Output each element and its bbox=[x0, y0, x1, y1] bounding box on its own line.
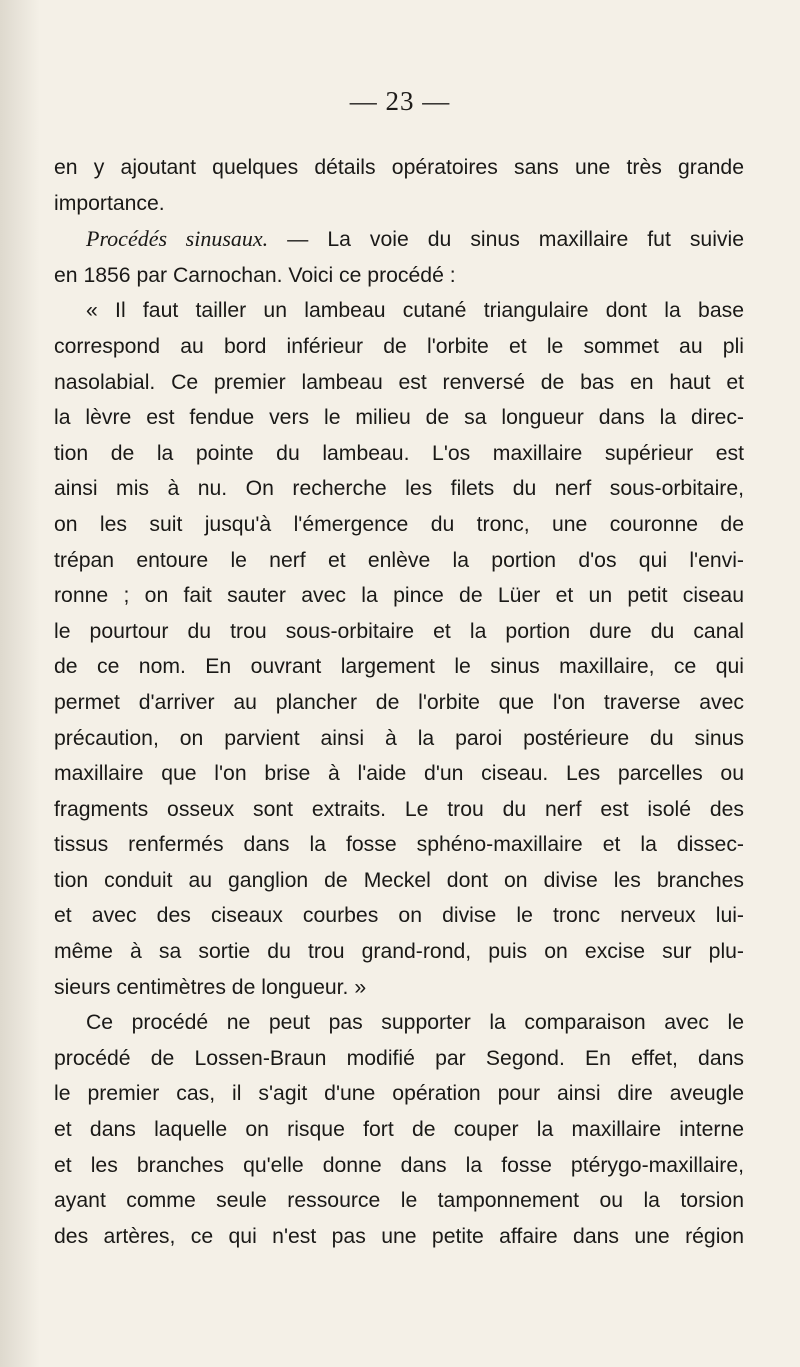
text-line: et avec des ciseaux courbes on divise le tronc nerveux lui- bbox=[54, 904, 744, 928]
section-heading: Procédés sinusaux. bbox=[86, 226, 269, 252]
text-line: importance. bbox=[54, 191, 165, 215]
text-line: fragments osseux sont extraits. Le trou du nerf est isolé des bbox=[54, 797, 744, 821]
text-line: trépan entoure le nerf et enlève la portion d'os qui l'envi- bbox=[54, 548, 744, 572]
text-line: tion conduit au ganglion de Meckel dont on divise les branches bbox=[54, 868, 744, 892]
text-line: précaution, on parvient ainsi à la paroi postérieure du sinus bbox=[54, 726, 744, 750]
text-line: ronne ; on fait sauter avec la pince de Lüer et un petit ciseau bbox=[54, 584, 744, 608]
text-line: le premier cas, il s'agit d'une opération pour ainsi dire aveugle bbox=[54, 1082, 744, 1106]
text-line: permet d'arriver au plancher de l'orbite que l'on traverse avec bbox=[54, 690, 744, 714]
text-line: des artères, ce qui n'est pas une petite affaire dans une région bbox=[54, 1224, 744, 1248]
text-line bbox=[54, 221, 744, 258]
text-line: tion de la pointe du lambeau. L'os maxillaire supérieur est bbox=[54, 441, 744, 465]
text-line: même à sa sortie du trou grand-rond, puis on excise sur plu- bbox=[54, 940, 744, 964]
text-line: sieurs centimètres de longueur. » bbox=[54, 975, 367, 999]
text-line: et dans laquelle on risque fort de couper la maxillaire interne bbox=[54, 1118, 744, 1142]
text-line: la lèvre est fendue vers le milieu de sa longueur dans la direc- bbox=[54, 406, 744, 430]
text-line: on les suit jusqu'à l'émergence du tronc, une couronne de bbox=[54, 512, 744, 536]
text-line: de ce nom. En ouvrant largement le sinus maxillaire, ce qui bbox=[54, 655, 744, 679]
text-line: tissus renfermés dans la fosse sphéno-maxillaire et la dissec- bbox=[54, 833, 744, 857]
text-line: nasolabial. Ce premier lambeau est renversé de bas en haut et bbox=[54, 370, 744, 394]
text-line: en 1856 par Carnochan. Voici ce procédé : bbox=[54, 263, 456, 287]
text-line: ayant comme seule ressource le tamponnement ou la torsion bbox=[54, 1189, 744, 1213]
body-text bbox=[54, 150, 744, 1254]
text-line: et les branches qu'elle donne dans la fosse ptérygo-maxillaire, bbox=[54, 1153, 744, 1177]
text-line: correspond au bord inférieur de l'orbite et le sommet au pli bbox=[54, 334, 744, 358]
text-line: procédé de Lossen-Braun modifié par Segond. En effet, dans bbox=[54, 1046, 744, 1070]
text-line: ainsi mis à nu. On recherche les filets du nerf sous-orbitaire, bbox=[54, 477, 744, 501]
text-line: le pourtour du trou sous-orbitaire et la portion dure du canal bbox=[54, 619, 744, 643]
text-line: en y ajoutant quelques détails opératoires sans une très grande bbox=[54, 156, 744, 179]
page-number: — 23 — bbox=[349, 86, 451, 116]
text-line-rest: — La voie du sinus maxillaire fut suivie bbox=[268, 228, 744, 252]
text-line: « Il faut tailler un lambeau cutané triangulaire dont la base bbox=[86, 299, 744, 323]
text-line: Ce procédé ne peut pas supporter la comparaison avec le bbox=[86, 1011, 744, 1035]
text-line: maxillaire que l'on brise à l'aide d'un ciseau. Les parcelles ou bbox=[54, 762, 744, 786]
